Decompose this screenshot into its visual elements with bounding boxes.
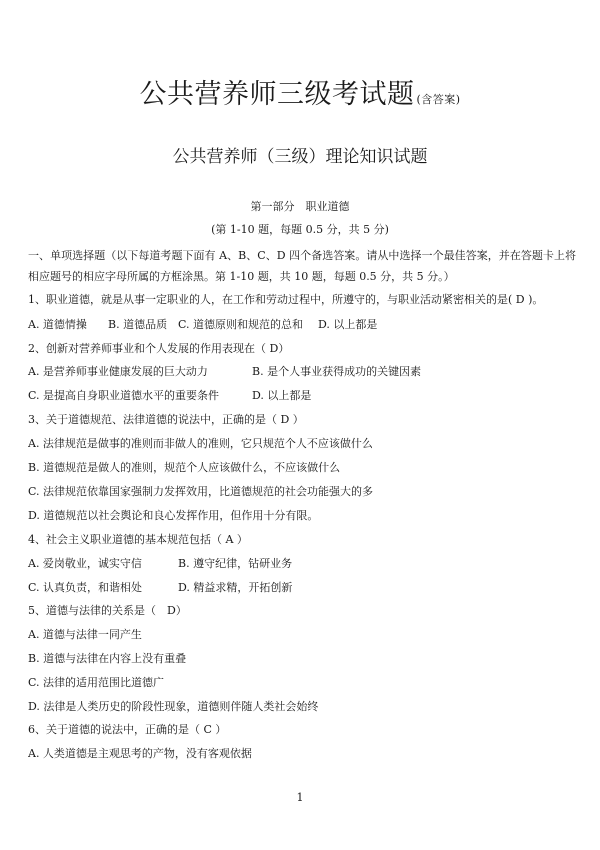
question-2-option-b: B. 是个人事业获得成功的关键因素 — [252, 365, 422, 378]
question-4-option-b: B. 遵守纪律，钻研业务 — [178, 557, 293, 570]
question-1-option-a: A. 道德情操 — [28, 318, 87, 331]
document-title — [0, 78, 600, 117]
question-4-option-c: C. 认真负责，和谐相处 — [28, 581, 143, 594]
question-2-option-a: A. 是营养师事业健康发展的巨大动力 — [28, 365, 208, 378]
question-1-option-b: B. 道德品质 — [108, 318, 168, 331]
question-5-option-b: B. 道德与法律在内容上没有重叠 — [28, 652, 187, 665]
question-2-option-d: D. 以上都是 — [252, 389, 312, 402]
question-4-option-a: A. 爱岗敬业，诚实守信 — [28, 557, 142, 570]
question-1-option-c: C. 道德原则和规范的总和 — [178, 318, 304, 331]
question-4-option-d: D. 精益求精，开拓创新 — [178, 581, 293, 594]
question-4-options-row-2 — [28, 581, 292, 595]
question-5-option-d: D. 法律是人类历史的阶段性现象，道德则伴随人类社会始终 — [28, 700, 319, 713]
question-3: 3、关于道德规范、法律道德的说法中，正确的是（ D ） — [28, 413, 304, 426]
question-6: 6、关于道德的说法中，正确的是（ C ） — [28, 723, 227, 736]
question-3-option-a: A. 法律规范是做事的准则而非做人的准则，它只规范个人不应该做什么 — [28, 437, 373, 450]
question-2: 2、创新对营养师事业和个人发展的作用表现在（ D） — [28, 342, 290, 355]
question-5: 5、道德与法律的关系是（ D） — [28, 604, 187, 617]
section-heading: 第一部分 职业道德 — [250, 200, 350, 213]
instructions-paragraph: 一、单项选择题（以下每道考题下面有 A、B、C、D 四个备选答案。请从中选择一个最佳答案，并在答题卡上将相应题号的相应字母所属的方框涂黑。第 1-10 题，共 10 题，每题 0.5 分，共 5 分。） — [28, 249, 576, 283]
question-2-options-row-1 — [28, 365, 421, 379]
question-3-option-d: D. 道德规范以社会舆论和良心发挥作用，但作用十分有限。 — [28, 509, 319, 522]
question-5-option-c: C. 法律的适用范围比道德广 — [28, 676, 165, 689]
title-note: (含答案) — [416, 93, 461, 106]
question-5-option-a: A. 道德与法律一同产生 — [28, 628, 142, 641]
question-3-option-c: C. 法律规范依靠国家强制力发挥效用，比道德规范的社会功能强大的多 — [28, 485, 374, 498]
question-4: 4、社会主义职业道德的基本规范包括（ A ） — [28, 533, 248, 546]
title-text: 公共营养师三级考试题 — [139, 79, 415, 110]
question-1-options — [28, 318, 377, 332]
question-4-options-row-1 — [28, 557, 292, 571]
page-number: 1 — [296, 791, 304, 804]
question-1-option-d: D. 以上都是 — [318, 318, 378, 331]
question-3-option-b: B. 道德规范是做人的准则，规范个人应该做什么，不应该做什么 — [28, 461, 341, 474]
question-1: 1、职业道德，就是从事一定职业的人，在工作和劳动过程中，所遵守的，与职业活动紧密相关的是( D )。 — [28, 293, 544, 306]
question-2-option-c: C. 是提高自身职业道德水平的重要条件 — [28, 389, 220, 402]
question-2-options-row-2 — [28, 389, 311, 403]
document-subtitle: 公共营养师（三级）理论知识试题 — [172, 147, 428, 167]
question-6-option-a: A. 人类道德是主观思考的产物，没有客观依据 — [28, 747, 252, 760]
section-note: (第 1-10 题，每题 0.5 分，共 5 分) — [211, 223, 389, 236]
